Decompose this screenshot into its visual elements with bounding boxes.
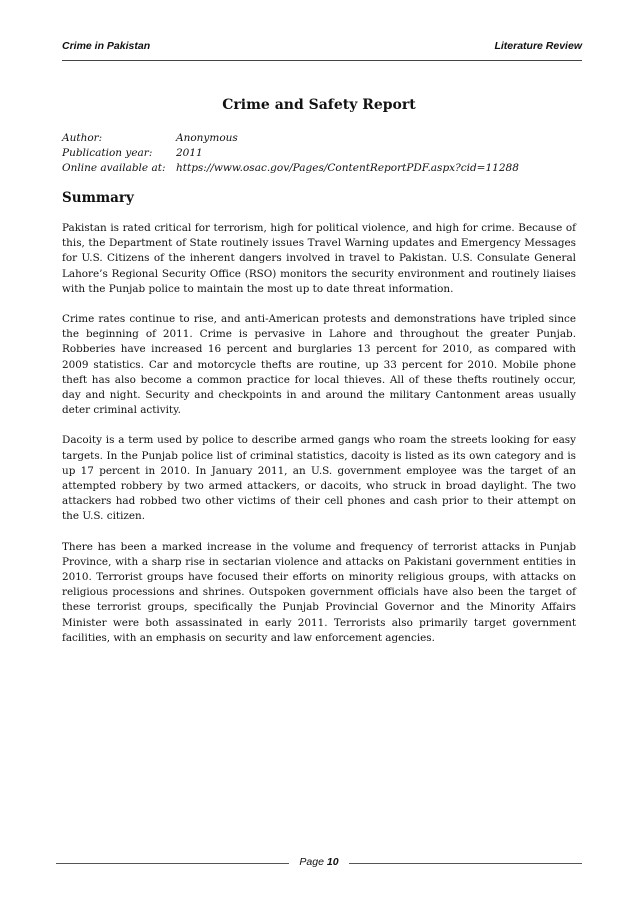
summary-heading: Summary [62,190,134,206]
author-label: Author: [62,132,103,144]
footer-rule-right [349,863,582,864]
report-title: Crime and Safety Report [222,97,416,113]
online-available-label: Online available at: [62,162,166,174]
paragraph: Crime rates continue to rise, and anti-American protests and demonstrations have tripled since the beginning of 2011. Crime is pervasive in Lahore and throughout the greater Punjab. Robberies have increased 16 percent and burglaries 13 percent for 2010, as compared with 2009 statistics. Car and motorcycle thefts are routine, up 33 percent for 2010. Mobile phone theft has also become a common practice for local thieves. All of these thefts routinely occur, day and night. Security and checkpoints in and around the military Cantonment areas usually deter criminal activity. [62,313,576,417]
header-document-title: Crime in Pakistan [62,40,151,52]
publication-year-value: 2011 [176,147,203,159]
running-header [62,40,582,61]
paragraph: There has been a marked increase in the volume and frequency of terrorist attacks in Punjab Province, with a sharp rise in sectarian violence and attacks on Pakistani government entities in 2010. Terrorist groups have focused their efforts on minority religious groups, with attacks on religious processions and shrines. Outspoken government officials have also been the target of these terrorist groups, specifically the Punjab Provincial Governor and the Minority Affairs Minister were both assassinated in early 2011. Terrorists also primarily target government facilities, with an emphasis on security and law enforcement agencies. [62,540,576,644]
source-url: https://www.osac.gov/Pages/ContentReportPDF.aspx?cid=11288 [176,162,519,174]
citation-block [62,131,519,176]
citation-url-row [62,161,519,176]
header-section-title: Literature Review [494,40,582,52]
page-number: 10 [326,856,339,868]
page-label: Page [299,856,324,868]
publication-year-label: Publication year: [62,147,153,159]
page-indicator [297,856,341,868]
footer-rule-left [56,863,289,864]
author-value: Anonymous [176,132,238,144]
paragraph: Pakistan is rated critical for terrorism, high for political violence, and high for crime. Because of this, the Department of State routinely issues Travel Warning updates and Emergency Messages for U.S. Citizens of the inherent dangers involved in travel to Pakistan. U.S. Consulate General Lahore’s Regional Security Office (RSO) monitors the security environment and routinely liaises with the Punjab police to maintain the most up to date threat information. [62,222,576,295]
citation-year-row [62,146,519,161]
citation-author-row [62,131,519,146]
page-footer [56,856,582,872]
paragraph: Dacoity is a term used by police to describe armed gangs who roam the streets looking for easy targets. In the Punjab police list of criminal statistics, dacoity is listed as its own category and is up 17 percent in 2010. In January 2011, an U.S. government employee was the target of an attempted robbery by two armed attackers, or dacoits, who struck in broad daylight. The two attackers had robbed two other victims of their cell phones and cash prior to their attempt on the U.S. citizen. [62,434,576,523]
summary-body [62,221,576,661]
